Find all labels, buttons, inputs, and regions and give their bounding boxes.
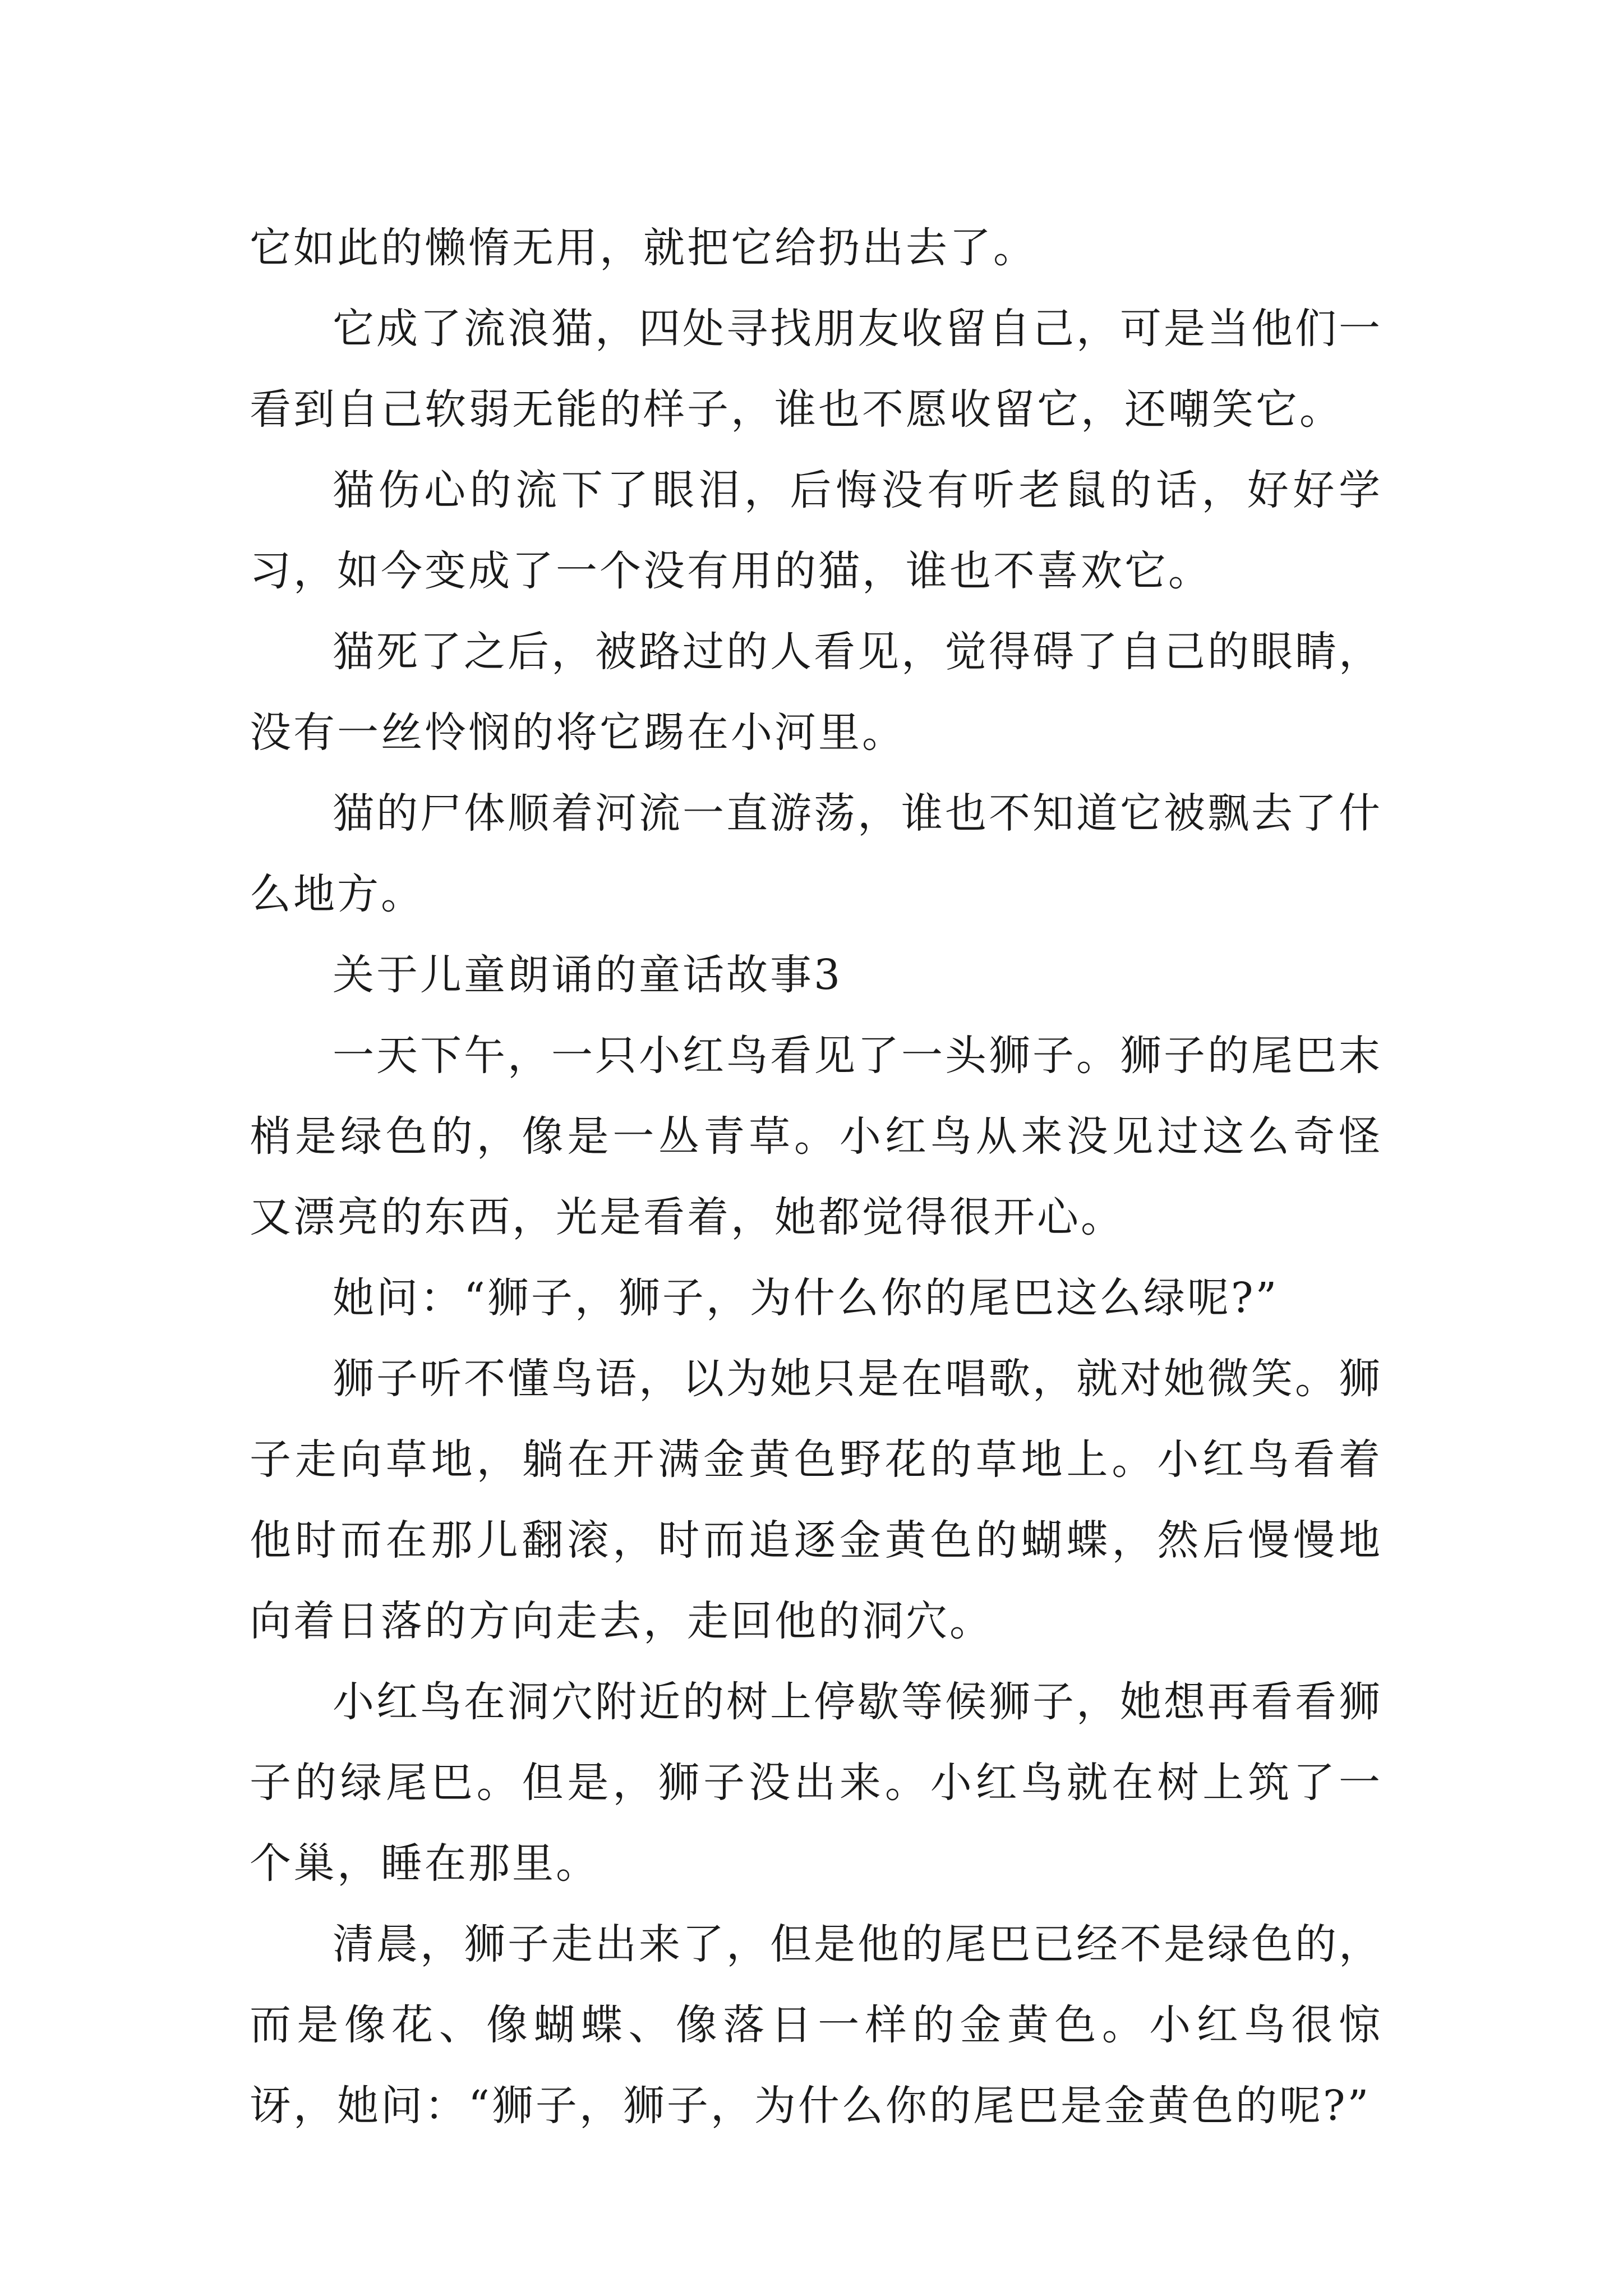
section-heading: 关于儿童朗诵的童话故事3 <box>333 951 843 999</box>
paragraph: 猫的尸体顺着河流一直游荡，谁也不知道它被飘去了什么地方。 <box>250 789 1382 918</box>
paragraph: 狮子听不懂鸟语，以为她只是在唱歌，就对她微笑。狮子走向草地，躺在开满金黄色野花的草地上。小红鸟看着他时而在那儿翻滚，时而追逐金黄色的蝴蝶，然后慢慢地向着日落的方向走去，走回他的洞穴。 <box>250 1355 1382 1645</box>
paragraph: 一天下午，一只小红鸟看见了一头狮子。狮子的尾巴末梢是绿色的，像是一丛青草。小红鸟从来没见过这么奇怪又漂亮的东西，光是看着，她都觉得很开心。 <box>250 1032 1382 1241</box>
paragraph: 清晨，狮子走出来了，但是他的尾巴已经不是绿色的，而是像花、像蝴蝶、像落日一样的金黄色。小红鸟很惊讶，她问：“狮子，狮子，为什么你的尾巴是金黄色的呢?” <box>250 1920 1382 2130</box>
paragraph: 小红鸟在洞穴附近的树上停歇等候狮子，她想再看看狮子的绿尾巴。但是，狮子没出来。小红鸟就在树上筑了一个巢，睡在那里。 <box>250 1678 1382 1888</box>
paragraph: 猫伤心的流下了眼泪，后悔没有听老鼠的话，好好学习，如今变成了一个没有用的猫，谁也不喜欢它。 <box>250 466 1382 595</box>
paragraph: 猫死了之后，被路过的人看见，觉得碍了自己的眼睛，没有一丝怜悯的将它踢在小河里。 <box>250 628 1382 757</box>
paragraph: 它如此的懒惰无用，就把它给扔出去了。 <box>250 224 1037 272</box>
paragraph: 它成了流浪猫，四处寻找朋友收留自己，可是当他们一看到自己软弱无能的样子，谁也不愿收留它，还嘲笑它。 <box>250 305 1382 434</box>
document-body <box>250 208 1382 2146</box>
paragraph: 她问：“狮子，狮子，为什么你的尾巴这么绿呢?” <box>333 1274 1279 1322</box>
